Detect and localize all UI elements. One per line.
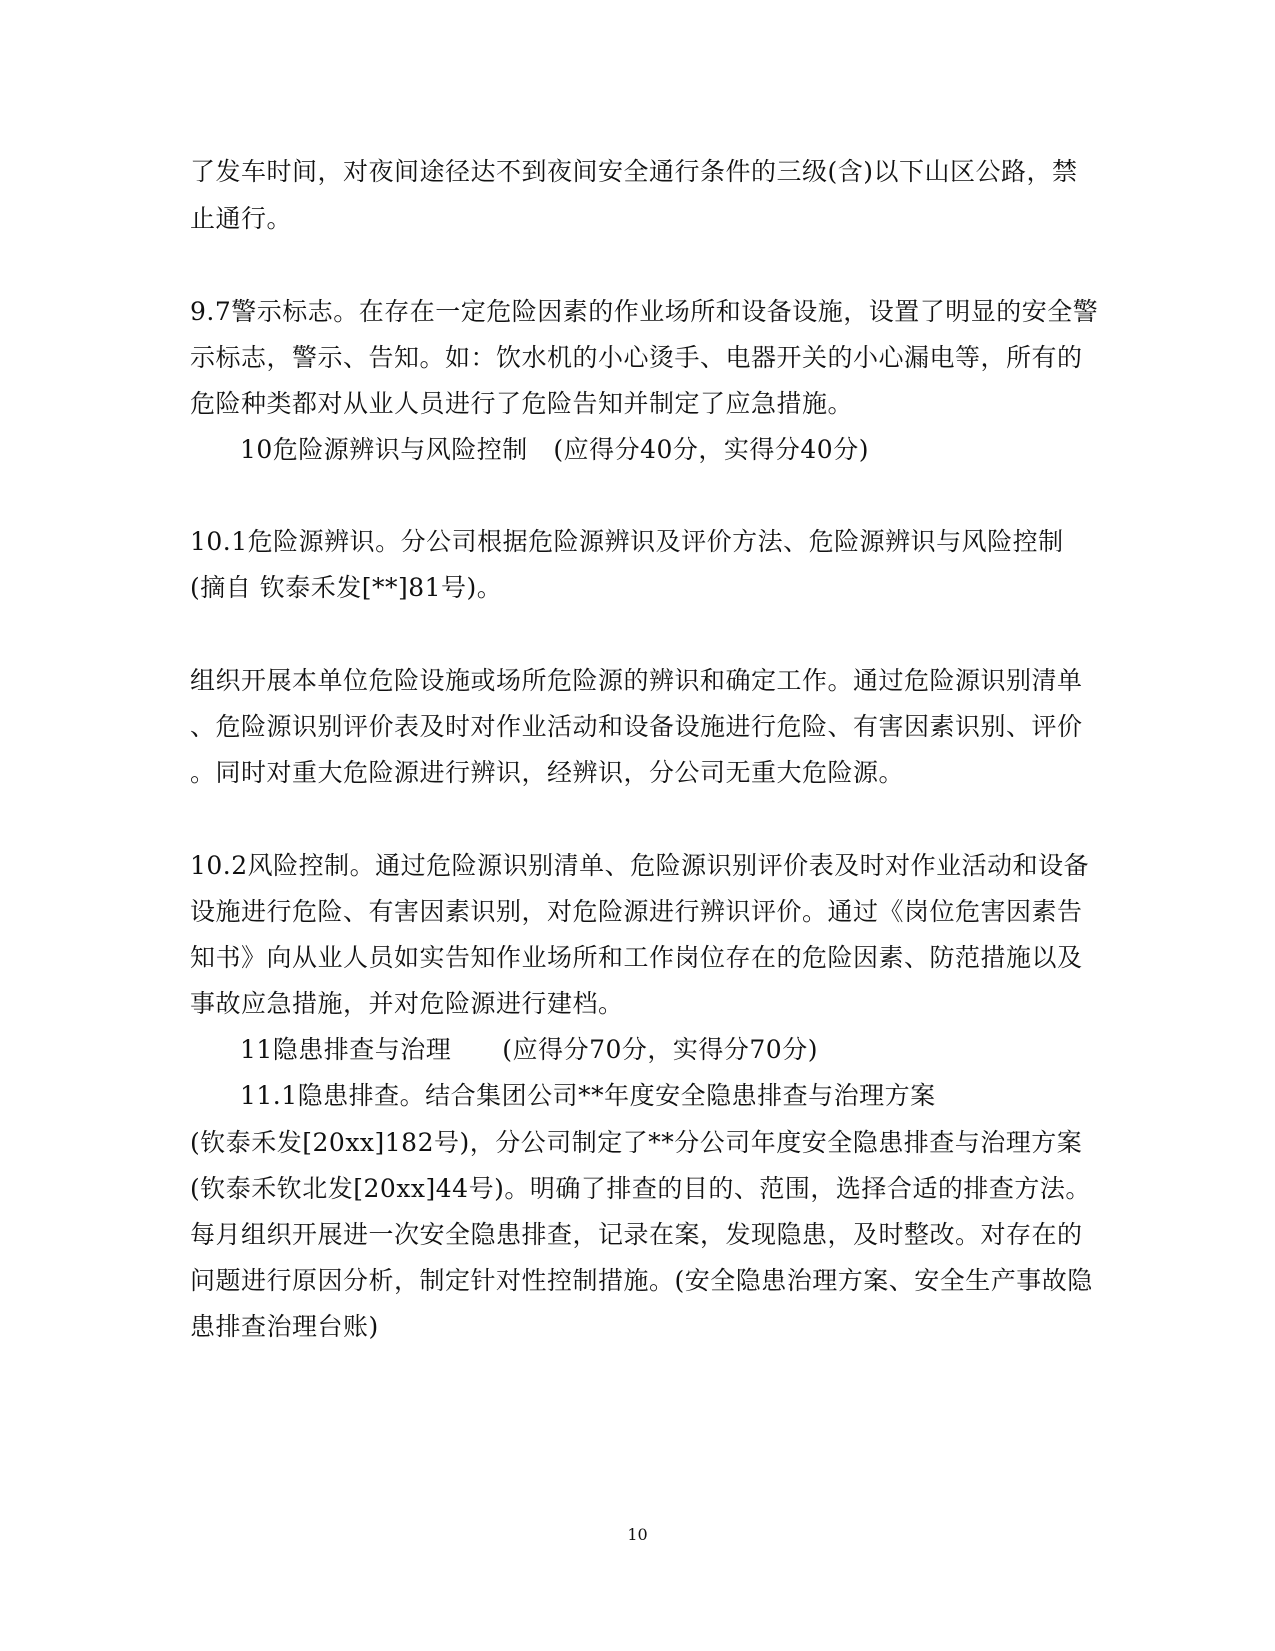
body-line: (钦泰禾发[20xx]182号)，分公司制定了**分公司年度安全隐患排查与治理方案 — [190, 1128, 1083, 1157]
body-line: 患排查治理台账) — [190, 1312, 379, 1341]
body-line: 组织开展本单位危险设施或场所危险源的辨识和确定工作。通过危险源识别清单 — [190, 666, 1083, 695]
body-line: 危险种类都对从业人员进行了危险告知并制定了应急措施。 — [190, 389, 854, 418]
body-line: 10.2风险控制。通过危险源识别清单、危险源识别评价表及时对作业活动和设备 — [190, 851, 1090, 880]
body-line: (摘自 钦泰禾发[**]81号)。 — [190, 573, 503, 602]
page-number: 10 — [627, 1525, 648, 1544]
body-line: 、危险源识别评价表及时对作业活动和设备设施进行危险、有害因素识别、评价 — [190, 712, 1083, 741]
body-line: (钦泰禾钦北发[20xx]44号)。明确了排查的目的、范围，选择合适的排查方法。 — [190, 1174, 1091, 1203]
body-line: 11.1隐患排查。结合集团公司**年度安全隐患排查与治理方案 — [240, 1081, 936, 1110]
body-line: 设施进行危险、有害因素识别，对危险源进行辨识评价。通过《岗位危害因素告 — [190, 897, 1083, 926]
body-line: 。同时对重大危险源进行辨识，经辨识，分公司无重大危险源。 — [190, 758, 905, 787]
body-line: 示标志，警示、告知。如：饮水机的小心烫手、电器开关的小心漏电等，所有的 — [190, 343, 1083, 372]
body-line: 每月组织开展进一次安全隐患排查，记录在案，发现隐患，及时整改。对存在的 — [190, 1220, 1083, 1249]
section-heading: 10危险源辨识与风险控制 (应得分40分，实得分40分) — [240, 435, 869, 464]
section-heading: 11隐患排查与治理 (应得分70分，实得分70分) — [240, 1035, 818, 1064]
body-line: 10.1危险源辨识。分公司根据危险源辨识及评价方法、危险源辨识与风险控制 — [190, 527, 1064, 556]
body-line: 事故应急措施，并对危险源进行建档。 — [190, 989, 624, 1018]
body-line: 止通行。 — [190, 204, 293, 233]
body-line: 知书》向从业人员如实告知作业场所和工作岗位存在的危险因素、防范措施以及 — [190, 943, 1083, 972]
body-line: 9.7警示标志。在存在一定危险因素的作业场所和设备设施，设置了明显的安全警 — [190, 297, 1099, 326]
body-line: 问题进行原因分析，制定针对性控制措施。(安全隐患治理方案、安全生产事故隐 — [190, 1266, 1093, 1295]
body-line: 了发车时间，对夜间途径达不到夜间安全通行条件的三级(含)以下山区公路，禁 — [190, 157, 1078, 186]
